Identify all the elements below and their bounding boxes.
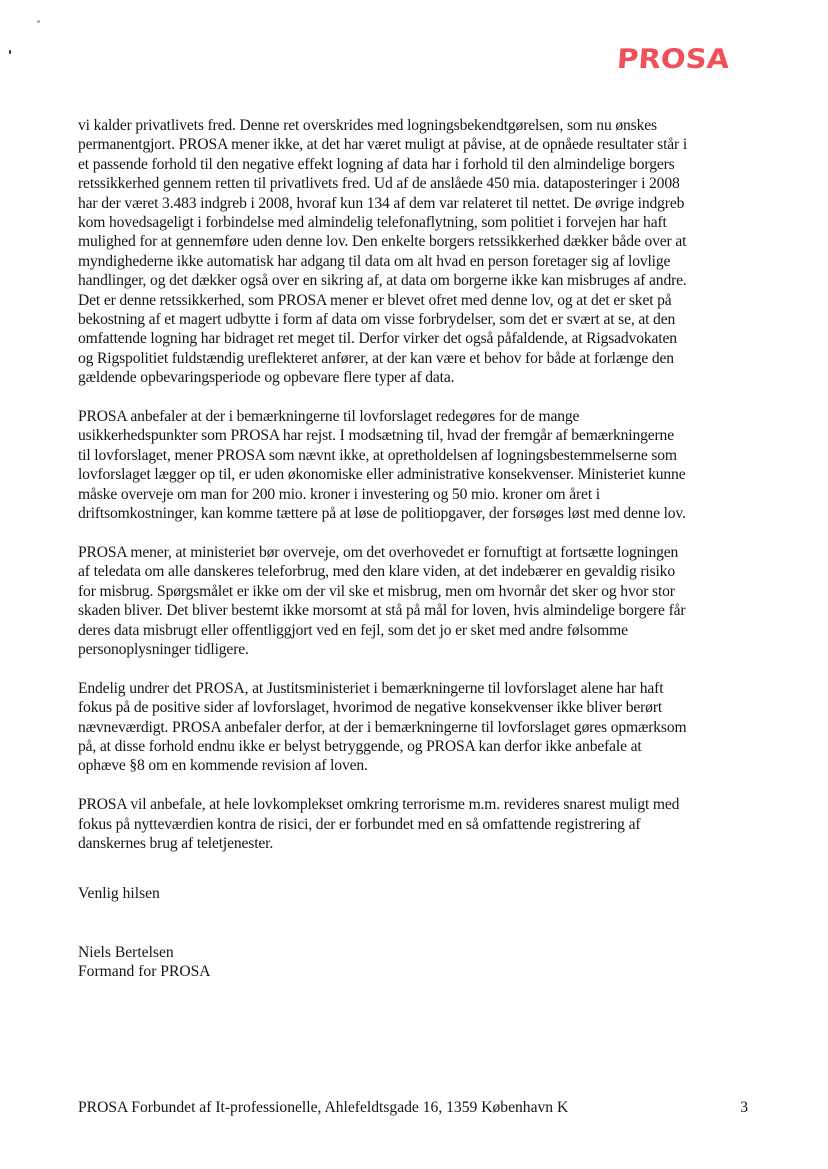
text-line: lovforslaget lægger op til, er uden økonomiske eller administrative konsekvenser. Ministeriet kunne xyxy=(78,466,686,484)
text-line: danskernes brug af teletjenester. xyxy=(78,834,274,852)
text-line: PROSA vil anbefale, at hele lovkomplekset omkring terrorisme m.m. revideres snarest muligt med xyxy=(78,796,680,814)
text-line: kom hovedsageligt i forbindelse med almindelig telefonaflytning, som politiet i forvejen har haft xyxy=(78,214,667,232)
text-line: mulighed for at gennemføre uden denne lov. Den enkelte borgers retssikkerhed dækker både over at xyxy=(78,233,687,251)
text-line: fokus på de positive sider af lovforslaget, hvorimod de negative konsekvenser ikke bliver berørt xyxy=(78,699,663,717)
text-line: Endelig undrer det PROSA, at Justitsministeriet i bemærkningerne til lovforslaget alene har haft xyxy=(78,679,664,697)
text-line: på, at disse forhold endnu ikke er belyst betryggende, og PROSA kan derfor ikke anbefale at xyxy=(78,737,642,755)
paragraph-ministry-focus xyxy=(78,679,768,776)
paragraph-recommendation xyxy=(78,407,768,523)
text-line: bekostning af et magert udbytte i form af data om visse forbrydelser, som det er svært at se, at den xyxy=(78,311,676,329)
page-footer xyxy=(78,1098,748,1118)
text-line: gældende opbevaringsperiode og opbevare flere typer af data. xyxy=(78,369,455,387)
scan-speck xyxy=(9,50,11,54)
closing-salutation: Venlig hilsen xyxy=(78,885,160,902)
text-line: Det er denne retssikkerhed, som PROSA mener er blevet ofret med denne lov, og at det er sket på xyxy=(78,291,672,309)
signatory-title: Formand for PROSA xyxy=(78,963,211,981)
text-line: myndighederne ikke automatisk har adgang til data om alt hvad en person foretager sig af lovlige xyxy=(78,252,671,270)
text-line: skaden bliver. Det bliver bestemt ikke morsomt at stå på mål for loven, hvis almindelige borgere får xyxy=(78,602,686,620)
text-line: PROSA anbefaler at der i bemærkningerne til lovforslaget redegøres for de mange xyxy=(78,408,580,426)
text-line: personoplysninger tidligere. xyxy=(78,640,249,658)
footer-address: PROSA Forbundet af It-professionelle, Ahlefeldtsgade 16, 1359 København K xyxy=(78,1099,569,1116)
page-number: 3 xyxy=(740,1099,748,1116)
text-line: ophæve §8 om en kommende revision af loven. xyxy=(78,757,368,775)
text-line: handlinger, og det dækker også over en sikring af, at data om borgerne ikke kan misbruges af andre. xyxy=(78,272,687,290)
text-line: måske overveje om man for 200 mio. kroner i investering og 50 mio. kroner om året i xyxy=(78,485,600,503)
text-line: et passende forhold til den negative effekt logning af data har i forhold til den almindelige borgers xyxy=(78,155,675,173)
text-line: permanentgjort. PROSA mener ikke, at det har været muligt at påvise, at de opnåede resultater står i xyxy=(78,136,688,154)
text-line: til lovforslaget, mener PROSA som nævnt ikke, at opretholdelsen af logningsbestemmelserne som xyxy=(78,446,677,464)
text-line: usikkerhedspunkter som PROSA har rejst. I modsætning til, hvad der fremgår af bemærkningerne xyxy=(78,427,674,445)
text-line: og Rigspolitiet fuldstændig ureflekteret anfører, at der kan være et behov for både at forlænge den xyxy=(78,349,674,367)
paragraph-revision xyxy=(78,795,768,853)
prosa-logo: PROSA xyxy=(615,44,731,75)
signatory-name: Niels Bertelsen xyxy=(78,944,174,961)
text-line: nævneværdigt. PROSA anbefaler derfor, at der i bemærkningerne til lovforslaget gøres opmærksom xyxy=(78,718,687,736)
text-line: omfattende logning har bidraget ret meget til. Derfor virker det også påfaldende, at Rigsadvokaten xyxy=(78,330,677,348)
paragraph-misuse-risk xyxy=(78,543,768,659)
text-line: PROSA mener, at ministeriet bør overveje, om det overhovedet er fornuftigt at fortsætte logningen xyxy=(78,543,679,561)
text-line: vi kalder privatlivets fred. Denne ret overskrides med logningsbekendtgørelsen, som nu ønskes xyxy=(78,117,657,134)
text-line: driftsomkostninger, kan komme tættere på at løse de politiopgaver, der forsøges løst med denne lov. xyxy=(78,505,686,523)
text-line: har der været 3.483 indgreb i 2008, hvoraf kun 134 af dem var relateret til nettet. De øvrige indgreb xyxy=(78,194,685,212)
text-line: fokus på nytteværdien kontra de risici, der er forbundet med en så omfattende registrering af xyxy=(78,815,641,833)
text-line: retssikkerhed gennem retten til privatlivets fred. Ud af de anslåede 450 mia. dataposteringer i 2008 xyxy=(78,175,680,193)
text-line: for misbrug. Spørgsmålet er ikke om der vil ske et misbrug, men om hvornår det sker og hvor stor xyxy=(78,582,675,600)
letter-body xyxy=(78,116,768,873)
paragraph-privacy xyxy=(78,116,768,388)
text-line: af teledata om alle danskeres teleforbrug, med den klare viden, at det indebærer en gevaldig risiko xyxy=(78,563,675,581)
scan-speck xyxy=(37,20,40,23)
signature-block xyxy=(78,943,211,982)
text-line: deres data misbrugt eller offentliggjort ved en fejl, som det jo er sket med andre følsomme xyxy=(78,621,628,639)
